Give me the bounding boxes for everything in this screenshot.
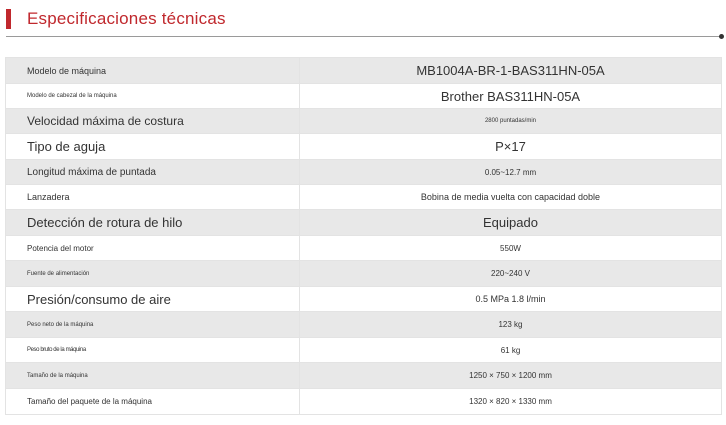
spec-value: P×17 <box>300 134 722 160</box>
table-row <box>6 109 722 134</box>
spec-value: 1250 × 750 × 1200 mm <box>300 363 722 389</box>
table-row <box>6 210 722 236</box>
spec-label: Lanzadera <box>6 185 300 210</box>
table-row <box>6 338 722 363</box>
spec-label: Longitud máxima de puntada <box>6 160 300 185</box>
spec-value: Equipado <box>300 210 722 236</box>
spec-value: 2800 puntadas/min <box>300 109 722 134</box>
spec-label: Potencia del motor <box>6 236 300 261</box>
spec-value: 1320 × 820 × 1330 mm <box>300 389 722 415</box>
spec-label: Tamaño de la máquina <box>6 363 300 389</box>
spec-value: Brother BAS311HN-05A <box>300 84 722 109</box>
table-row <box>6 84 722 109</box>
section-title: Especificaciones técnicas <box>27 9 226 28</box>
spec-label: Presión/consumo de aire <box>6 287 300 312</box>
spec-value: 123 kg <box>300 312 722 338</box>
specifications-table <box>5 57 722 415</box>
spec-value: 0.5 MPa 1.8 l/min <box>300 287 722 312</box>
spec-value: 550W <box>300 236 722 261</box>
table-row <box>6 389 722 415</box>
spec-label: Peso neto de la máquina <box>6 312 300 338</box>
spec-value: 220~240 V <box>300 261 722 287</box>
table-row <box>6 58 722 84</box>
spec-label: Modelo de cabezal de la máquina <box>6 84 300 109</box>
section-header <box>6 8 226 30</box>
divider-end-dot <box>719 34 724 39</box>
spec-value: MB1004A-BR-1-BAS311HN-05A <box>300 58 722 84</box>
spec-value: Bobina de media vuelta con capacidad doble <box>300 185 722 210</box>
table-row <box>6 236 722 261</box>
table-row <box>6 134 722 160</box>
spec-label: Tipo de aguja <box>6 134 300 160</box>
table-row <box>6 160 722 185</box>
table-row <box>6 185 722 210</box>
spec-label: Peso bruto de la máquina <box>6 338 300 363</box>
spec-value: 61 kg <box>300 338 722 363</box>
table-row <box>6 261 722 287</box>
spec-label: Velocidad máxima de costura <box>6 109 300 134</box>
spec-label: Fuente de alimentación <box>6 261 300 287</box>
spec-value: 0.05~12.7 mm <box>300 160 722 185</box>
spec-label: Modelo de máquina <box>6 58 300 84</box>
table-row <box>6 312 722 338</box>
spec-label: Tamaño del paquete de la máquina <box>6 389 300 415</box>
table-row <box>6 287 722 312</box>
table-row <box>6 363 722 389</box>
title-accent-bar <box>6 9 11 29</box>
section-divider <box>6 36 721 37</box>
spec-label: Detección de rotura de hilo <box>6 210 300 236</box>
